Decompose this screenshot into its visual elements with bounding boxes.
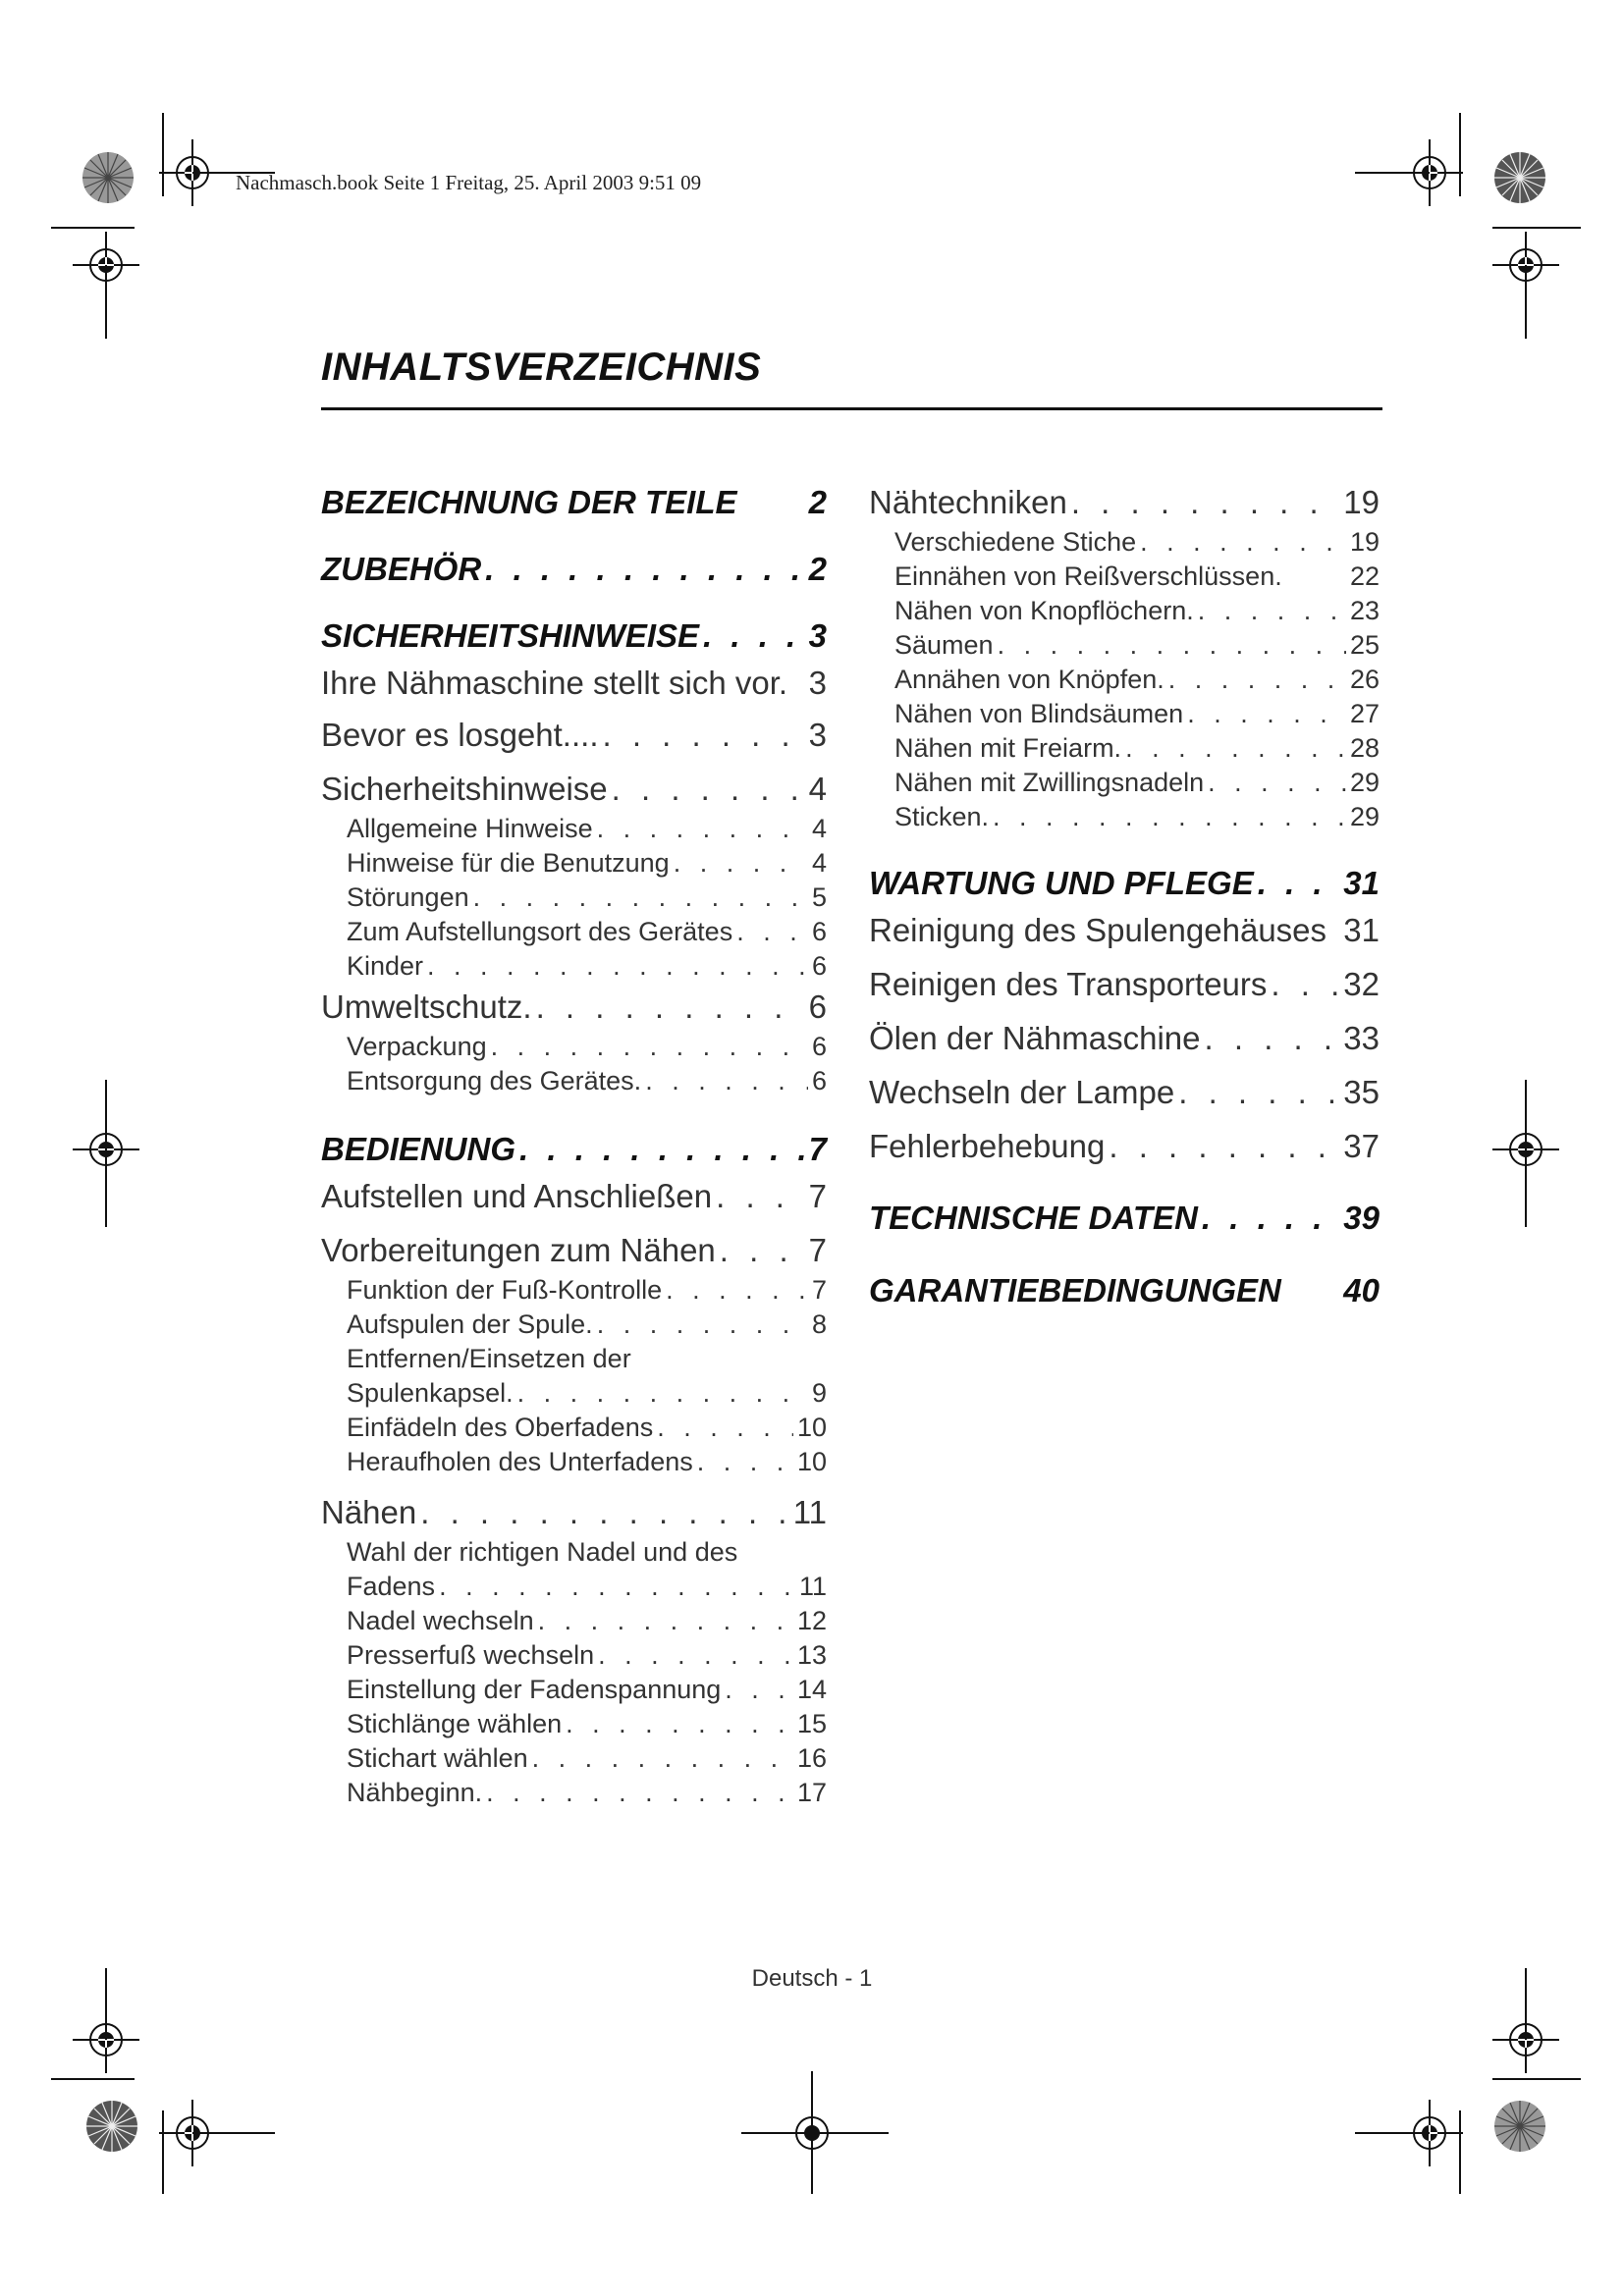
- toc-entry-label: WARTUNG UND PFLEGE: [869, 865, 1254, 901]
- toc-entry[interactable]: [869, 1267, 1380, 1314]
- toc-entry-label: Ihre Nähmaschine stellt sich vor.: [321, 665, 788, 701]
- toc-entry-label: BEZEICHNUNG DER TEILE: [321, 484, 737, 520]
- toc-right-column: [869, 479, 1380, 1314]
- dot-leader: [1258, 860, 1340, 907]
- toc-entry-label: Zum Aufstellungsort des Gerätes: [347, 917, 733, 946]
- print-slug: Nachmasch.book Seite 1 Freitag, 25. April 2003 9:51 09: [236, 171, 702, 194]
- toc-entry-page: 23: [1349, 596, 1380, 625]
- toc-entry-page: 7: [808, 1232, 827, 1268]
- toc-entry-page: 3: [808, 665, 827, 701]
- starburst-mark-bottom-right: [1494, 2101, 1545, 2152]
- toc-entry-page: 40: [1343, 1272, 1380, 1308]
- toc-entry[interactable]: [347, 1638, 827, 1673]
- toc-entry-label: Ölen der Nähmaschine: [869, 1020, 1201, 1056]
- dot-leader: [491, 1030, 808, 1064]
- toc-entry-label: Sticken.: [894, 802, 990, 831]
- dot-leader: [1202, 1195, 1339, 1242]
- toc-entry-page: 37: [1343, 1128, 1380, 1164]
- toc-entry-label: Verpackung: [347, 1032, 487, 1061]
- toc-entry-label: Stichlänge wählen: [347, 1709, 563, 1738]
- dot-leader: [1140, 525, 1346, 560]
- toc-entry[interactable]: [347, 1064, 827, 1098]
- dot-leader: [1168, 663, 1346, 697]
- dot-leader: [666, 1273, 808, 1308]
- toc-entry-label: Einnähen von Reißverschlüssen.: [894, 561, 1282, 591]
- toc-entry-label: Nähen von Blindsäumen: [894, 699, 1184, 728]
- toc-entry-label: Nähen mit Freiarm.: [894, 733, 1122, 763]
- dot-leader: [674, 846, 808, 881]
- toc-entry-page: 35: [1343, 1074, 1380, 1110]
- dot-leader: [697, 1445, 793, 1479]
- toc-entry[interactable]: [869, 860, 1380, 907]
- toc-entry-label: Allgemeine Hinweise: [347, 814, 593, 843]
- toc-entry[interactable]: [347, 915, 827, 949]
- toc-entry-label: Fehlerbehebung: [869, 1128, 1106, 1164]
- toc-entry[interactable]: [321, 1227, 827, 1273]
- toc-entry-label: Kinder: [347, 951, 424, 981]
- toc-entry-page: 6: [811, 1032, 827, 1061]
- toc-entry-page: 25: [1349, 630, 1380, 660]
- dot-leader: [736, 915, 808, 949]
- dot-leader: [602, 712, 804, 758]
- toc-entry[interactable]: [894, 731, 1380, 766]
- toc-entry-label: Umweltschutz.: [321, 988, 532, 1025]
- toc-entry-page: 31: [1343, 912, 1380, 948]
- toc-entry-page: 4: [811, 848, 827, 878]
- toc-entry-label: Wechseln der Lampe: [869, 1074, 1175, 1110]
- toc-entry-page: 4: [811, 814, 827, 843]
- toc-entry[interactable]: [321, 1489, 827, 1535]
- toc-entry-label: Nähen: [321, 1494, 417, 1530]
- dot-leader: [1125, 731, 1346, 766]
- dot-leader: [1109, 1123, 1339, 1169]
- dot-leader: [598, 1638, 793, 1673]
- toc-entry[interactable]: [347, 1707, 827, 1741]
- toc-entry-page: 32: [1343, 966, 1380, 1002]
- toc-entry[interactable]: [347, 1445, 827, 1479]
- toc-entry-label: Entsorgung des Gerätes.: [347, 1066, 642, 1095]
- toc-entry-page: 6: [811, 1066, 827, 1095]
- toc-entry[interactable]: [894, 800, 1380, 834]
- dot-leader: [1205, 1015, 1340, 1061]
- toc-entry-page: 29: [1349, 768, 1380, 797]
- toc-entry-page: 28: [1349, 733, 1380, 763]
- toc-entry-label: Entfernen/Einsetzen der: [347, 1344, 631, 1373]
- toc-entry-label: Säumen: [894, 630, 994, 660]
- dot-leader: [519, 1126, 805, 1173]
- toc-entry-label: Annähen von Knöpfen.: [894, 665, 1164, 694]
- dot-leader: [597, 812, 808, 846]
- toc-entry[interactable]: [347, 812, 827, 846]
- dot-leader: [612, 766, 805, 812]
- dot-leader: [1071, 479, 1339, 525]
- toc-entry-label: Vorbereitungen zum Nähen: [321, 1232, 716, 1268]
- dot-leader: [439, 1570, 795, 1604]
- toc-entry[interactable]: [321, 613, 827, 660]
- toc-entry-page: 17: [796, 1778, 827, 1807]
- dot-leader: [1178, 1069, 1339, 1115]
- toc-entry-label: Hinweise für die Benutzung: [347, 848, 670, 878]
- toc-entry-page: 7: [808, 1178, 827, 1214]
- toc-entry-page: 10: [796, 1413, 827, 1442]
- toc-entry-label: Verschiedene Stiche: [894, 527, 1137, 557]
- toc-entry-page: 2: [808, 484, 827, 520]
- toc-entry-label: Funktion der Fuß-Kontrolle: [347, 1275, 663, 1305]
- toc-entry[interactable]: [894, 628, 1380, 663]
- toc-entry[interactable]: [347, 846, 827, 881]
- toc-entry-label: Nähen von Knopflöchern.: [894, 596, 1194, 625]
- toc-entry-label: Bevor es losgeht....: [321, 717, 599, 753]
- toc-entry-label-continued: Spulenkapsel.: [347, 1378, 514, 1408]
- dot-leader: [645, 1064, 808, 1098]
- dot-leader: [1271, 961, 1339, 1007]
- toc-entry[interactable]: [321, 546, 827, 593]
- page-title: INHALTSVERZEICHNIS: [321, 346, 762, 389]
- toc-entry-label: Reinigung des Spulengehäuses: [869, 912, 1327, 948]
- toc-entry-page: 6: [811, 951, 827, 981]
- dot-leader: [725, 1673, 793, 1707]
- starburst-mark-top-left: [82, 152, 134, 203]
- toc-entry-label: GARANTIEBEDINGUNGEN: [869, 1272, 1281, 1308]
- toc-entry-page: 3: [808, 617, 827, 654]
- dot-leader: [657, 1411, 793, 1445]
- toc-entry[interactable]: [894, 663, 1380, 697]
- toc-entry-page: 39: [1343, 1200, 1380, 1236]
- toc-entry-page: 4: [808, 771, 827, 807]
- dot-leader: [517, 1376, 808, 1411]
- toc-left-column: [321, 479, 827, 1810]
- toc-entry-page: 5: [811, 882, 827, 912]
- toc-entry[interactable]: [347, 1673, 827, 1707]
- toc-entry[interactable]: [894, 766, 1380, 800]
- dot-leader: [998, 628, 1346, 663]
- dot-leader: [1208, 766, 1346, 800]
- toc-entry-page: 19: [1343, 484, 1380, 520]
- toc-entry-label: Nähen mit Zwillingsnadeln: [894, 768, 1205, 797]
- toc-entry[interactable]: [869, 907, 1380, 953]
- dot-leader: [597, 1308, 808, 1342]
- toc-entry-label: Stichart wählen: [347, 1743, 528, 1773]
- toc-entry-label: Aufstellen und Anschließen: [321, 1178, 713, 1214]
- toc-entry-page: 6: [811, 917, 827, 946]
- toc-entry[interactable]: [321, 984, 827, 1030]
- toc-entry[interactable]: [321, 1173, 827, 1219]
- toc-entry-label: Reinigen des Transporteurs: [869, 966, 1268, 1002]
- toc-entry-label: Einfädeln des Oberfadens: [347, 1413, 654, 1442]
- toc-entry-page: 15: [796, 1709, 827, 1738]
- dot-leader: [1187, 697, 1346, 731]
- toc-entry[interactable]: [321, 660, 827, 706]
- toc-entry[interactable]: [347, 1411, 827, 1445]
- toc-entry[interactable]: [347, 949, 827, 984]
- dot-leader: [566, 1707, 793, 1741]
- toc-entry-label: ZUBEHÖR: [321, 551, 482, 587]
- toc-entry[interactable]: [894, 560, 1380, 594]
- toc-entry[interactable]: [347, 1776, 827, 1810]
- toc-entry-page: 26: [1349, 665, 1380, 694]
- toc-entry[interactable]: [347, 1535, 827, 1604]
- toc-entry-page: 10: [796, 1447, 827, 1476]
- toc-entry-label: BEDIENUNG: [321, 1131, 516, 1167]
- toc-entry[interactable]: [869, 1069, 1380, 1115]
- toc-entry-page: 11: [798, 1572, 827, 1601]
- toc-entry[interactable]: [321, 712, 827, 758]
- dot-leader: [1198, 594, 1346, 628]
- toc-entry[interactable]: [869, 1195, 1380, 1242]
- toc-entry[interactable]: [894, 697, 1380, 731]
- dot-leader: [720, 1227, 805, 1273]
- toc-entry-continuation: [347, 1376, 827, 1411]
- toc-entry[interactable]: [321, 479, 827, 526]
- toc-entry-label: SICHERHEITSHINWEISE: [321, 617, 700, 654]
- page-footer: Deutsch - 1: [751, 1965, 873, 1992]
- toc-entry-label: Nähtechniken: [869, 484, 1067, 520]
- dot-leader: [716, 1173, 805, 1219]
- toc-entry-label: Nähbeginn.: [347, 1778, 483, 1807]
- toc-entry-label-continued: Fadens: [347, 1572, 436, 1601]
- dot-leader: [420, 1489, 788, 1535]
- dot-leader: [993, 800, 1346, 834]
- toc-entry-page: 22: [1349, 561, 1380, 591]
- toc-entry-page: 8: [811, 1309, 827, 1339]
- toc-entry-label: Aufspulen der Spule.: [347, 1309, 593, 1339]
- toc-entry-page: 7: [811, 1275, 827, 1305]
- toc-entry[interactable]: [347, 1273, 827, 1308]
- toc-entry[interactable]: [347, 881, 827, 915]
- toc-entry-continuation: [347, 1570, 827, 1604]
- toc-entry[interactable]: [894, 525, 1380, 560]
- toc-entry-page: 2: [808, 551, 827, 587]
- toc-entry-label: Störungen: [347, 882, 469, 912]
- starburst-mark-top-right: [1494, 152, 1545, 203]
- toc-entry-page: 6: [808, 988, 827, 1025]
- toc-entry-page: 29: [1349, 802, 1380, 831]
- toc-entry[interactable]: [347, 1308, 827, 1342]
- dot-leader: [538, 1604, 793, 1638]
- title-rule: [321, 407, 1382, 410]
- toc-entry[interactable]: [347, 1604, 827, 1638]
- toc-entry-page: 14: [796, 1675, 827, 1704]
- toc-entry[interactable]: [321, 1126, 827, 1173]
- dot-leader: [427, 949, 808, 984]
- toc-entry[interactable]: [869, 1123, 1380, 1169]
- toc-entry-page: 19: [1349, 527, 1380, 557]
- toc-entry-label: Heraufholen des Unterfadens: [347, 1447, 693, 1476]
- toc-entry[interactable]: [347, 1030, 827, 1064]
- toc-entry-label: TECHNISCHE DATEN: [869, 1200, 1198, 1236]
- toc-entry-page: 27: [1349, 699, 1380, 728]
- toc-entry-page: 3: [808, 717, 827, 753]
- toc-entry[interactable]: [321, 766, 827, 812]
- toc-entry-page: 16: [796, 1743, 827, 1773]
- toc-entry[interactable]: [869, 961, 1380, 1007]
- toc-entry-page: 33: [1343, 1020, 1380, 1056]
- toc-entry-page: 13: [796, 1640, 827, 1670]
- dot-leader: [703, 613, 805, 660]
- toc-entry-page: 9: [811, 1378, 827, 1408]
- toc-entry[interactable]: [894, 594, 1380, 628]
- dot-leader: [485, 546, 804, 593]
- toc-entry-page: 31: [1343, 865, 1380, 901]
- toc-entry-label: Presserfuß wechseln: [347, 1640, 595, 1670]
- toc-entry-label: Einstellung der Fadenspannung: [347, 1675, 722, 1704]
- toc-entry-label: Wahl der richtigen Nadel und des: [347, 1537, 738, 1567]
- toc-entry[interactable]: [869, 479, 1380, 525]
- toc-entry[interactable]: [347, 1741, 827, 1776]
- dot-leader: [536, 984, 805, 1030]
- toc-entry-page: 11: [792, 1494, 827, 1530]
- dot-leader: [473, 881, 808, 915]
- toc-entry[interactable]: [869, 1015, 1380, 1061]
- dot-leader: [532, 1741, 793, 1776]
- toc-entry-page: 7: [808, 1131, 827, 1167]
- toc-entry-label: Nadel wechseln: [347, 1606, 534, 1635]
- toc-entry[interactable]: [347, 1342, 827, 1411]
- toc-entry-label: Sicherheitshinweise: [321, 771, 608, 807]
- starburst-mark-bottom-left: [86, 2101, 137, 2152]
- toc-entry-page: 12: [796, 1606, 827, 1635]
- dot-leader: [486, 1776, 793, 1810]
